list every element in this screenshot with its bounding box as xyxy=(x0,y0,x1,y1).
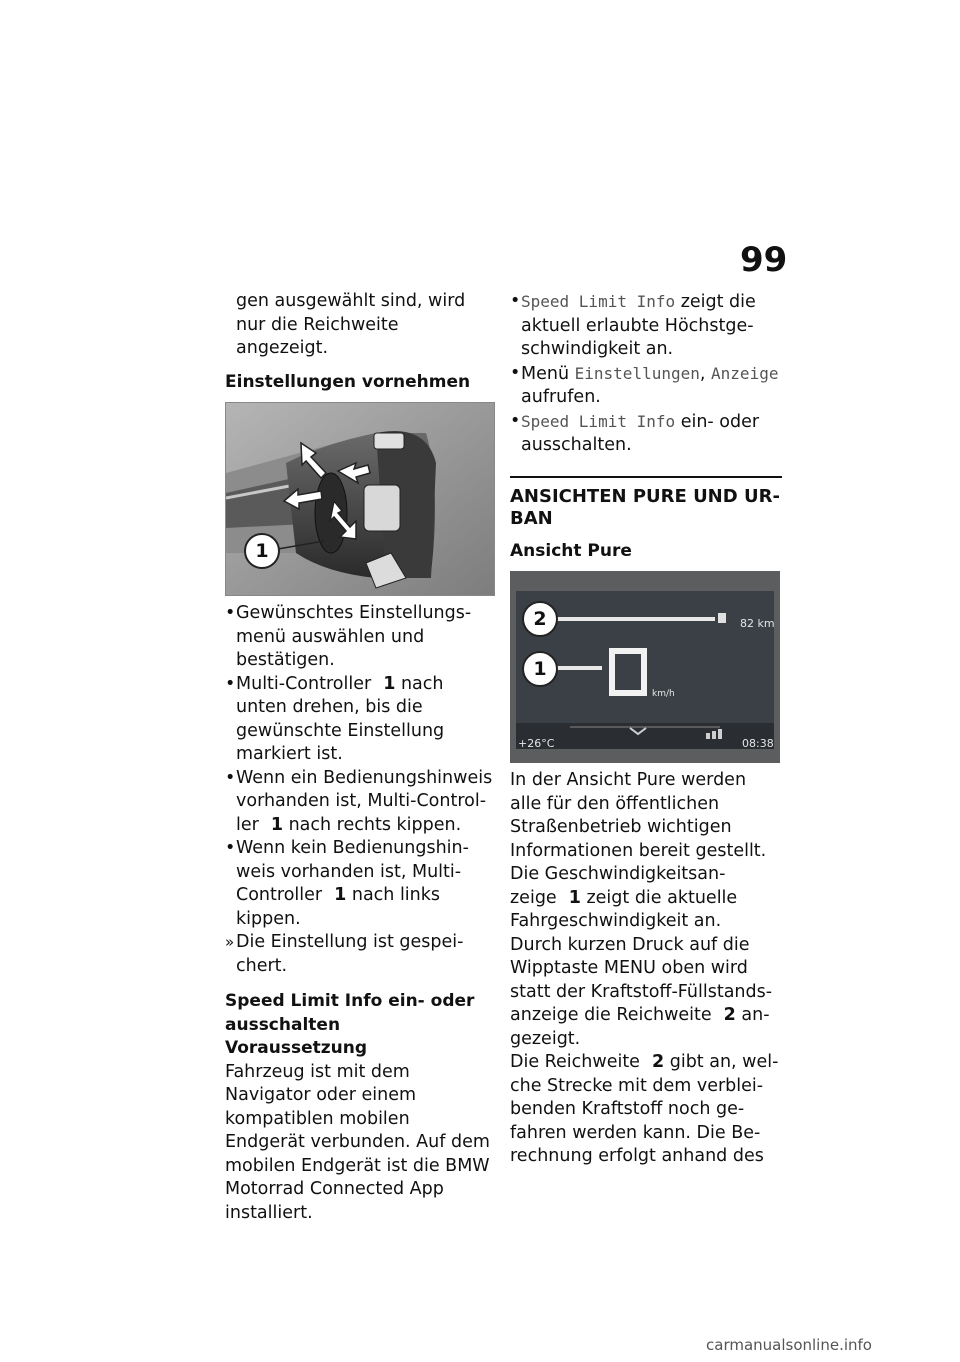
callout-1: 1 xyxy=(244,533,280,569)
heading-ansicht-pure: Ansicht Pure xyxy=(510,540,632,561)
speed-unit: km/h xyxy=(652,689,675,699)
list-item-text: nach rechts kippen. xyxy=(288,814,462,835)
paragraph-text: gibt an, welche Strecke mit dem verbleibenden Kraftstoff noch gefahren werden kann. Die Berechnung erfolgt anhand des xyxy=(510,1052,779,1166)
instruction-list xyxy=(225,602,495,978)
bullet-icon: • xyxy=(510,410,521,431)
reference-number: 1 xyxy=(383,673,396,694)
menu-term: Einstellungen xyxy=(574,363,700,383)
list-item-text: zeigt die aktuell erlaubte Höchstgeschwindigkeit an. xyxy=(521,292,756,359)
heading-voraussetzung: Voraussetzung xyxy=(225,1038,368,1058)
tft-display-figure xyxy=(510,571,780,763)
speed-limit-list xyxy=(510,290,782,458)
list-item-text: Wenn kein Bedienungshinweis vorhanden ist, Multi-Controller xyxy=(236,838,469,905)
continued-text: gen ausgewählt sind, wird nur die Reichweite angezeigt. xyxy=(236,291,466,358)
result-arrow-icon: » xyxy=(225,933,235,951)
list-item xyxy=(225,837,495,931)
menu-term: Speed Limit Info xyxy=(521,411,676,431)
bullet-icon: • xyxy=(510,362,521,383)
page-number: 99 xyxy=(740,240,788,280)
callout-2: 2 xyxy=(522,601,558,637)
list-item-text: Menü xyxy=(521,363,570,384)
paragraph-text: angezeigt. xyxy=(510,1005,770,1049)
list-item xyxy=(510,362,782,410)
right-column xyxy=(510,290,782,1169)
clock-readout: 08:38 xyxy=(742,737,774,750)
list-item-text: Die Einstellung ist gespeichert. xyxy=(236,932,464,976)
range-readout: 82 km xyxy=(740,617,775,630)
list-item xyxy=(225,602,495,673)
heading-einstellungen: Einstellungen vornehmen xyxy=(225,371,471,392)
bullet-icon: • xyxy=(225,603,236,623)
paragraph: In der Ansicht Pure werden alle für den öffentlichen Straßenbetrieb wichtigen Informationen bereit gestellt. xyxy=(510,770,767,861)
reference-number: 1 xyxy=(334,885,347,905)
list-item-text: , xyxy=(699,363,706,384)
paragraph-text: Durch kurzen Druck auf die Wipptaste MENU oben wird statt der Kraftstoff-Füllstandsanzeige die Reichweite xyxy=(510,934,773,1025)
reference-number: 2 xyxy=(723,1005,736,1025)
list-item xyxy=(510,410,782,458)
callout-1: 1 xyxy=(522,651,558,687)
bullet-icon: • xyxy=(225,673,236,694)
section-heading: ANSICHTEN PURE UND URBAN xyxy=(510,476,782,530)
result-item xyxy=(225,931,495,978)
bullet-icon: • xyxy=(510,291,521,311)
paragraph-text: Die Reichweite xyxy=(510,1052,640,1072)
left-column xyxy=(225,290,495,1225)
list-item xyxy=(510,290,782,362)
list-item-text: aufrufen. xyxy=(521,387,601,407)
reference-number: 1 xyxy=(270,814,284,835)
heading-speed-limit: Speed Limit Info ein- oder ausschalten xyxy=(225,991,475,1035)
temperature-readout: +26°C xyxy=(518,737,555,750)
menu-term: Speed Limit Info xyxy=(521,292,676,311)
watermark-footer: carmanualsonline.info xyxy=(706,1336,872,1354)
reference-number: 2 xyxy=(651,1052,665,1072)
handlebar-controls-figure xyxy=(225,402,495,596)
menu-term: Anzeige xyxy=(711,363,779,383)
list-item xyxy=(225,767,495,838)
bullet-icon: • xyxy=(225,838,236,858)
paragraph-text: zeigt die aktuelle Fahrgeschwindigkeit an. xyxy=(510,887,738,931)
list-item-text: nach unten drehen, bis die gewünschte Einstellung markiert ist. xyxy=(236,673,445,764)
paragraph xyxy=(510,863,782,934)
list-item-text: Wenn ein Bedienungshinweis vorhanden ist, Multi-Controller xyxy=(236,767,493,835)
list-item-text: Multi-Controller xyxy=(236,673,372,694)
list-item-text: ein- oder ausschalten. xyxy=(521,411,760,455)
paragraph: Fahrzeug ist mit dem Navigator oder einem kompatiblen mobilen Endgerät verbunden. Auf dem mobilen Endgerät ist die BMW Motorrad Connected App installiert. xyxy=(225,1061,490,1223)
list-item-text: nach links kippen. xyxy=(236,885,441,929)
paragraph xyxy=(510,1051,782,1169)
bullet-icon: • xyxy=(225,767,236,788)
reference-number: 1 xyxy=(568,887,581,908)
paragraph-text: Die Geschwindigkeitsanzeige xyxy=(510,864,726,908)
paragraph xyxy=(510,934,782,1052)
list-item-text: Gewünschtes Einstellungsmenü auswählen und bestätigen. xyxy=(236,603,472,670)
list-item xyxy=(225,673,495,767)
